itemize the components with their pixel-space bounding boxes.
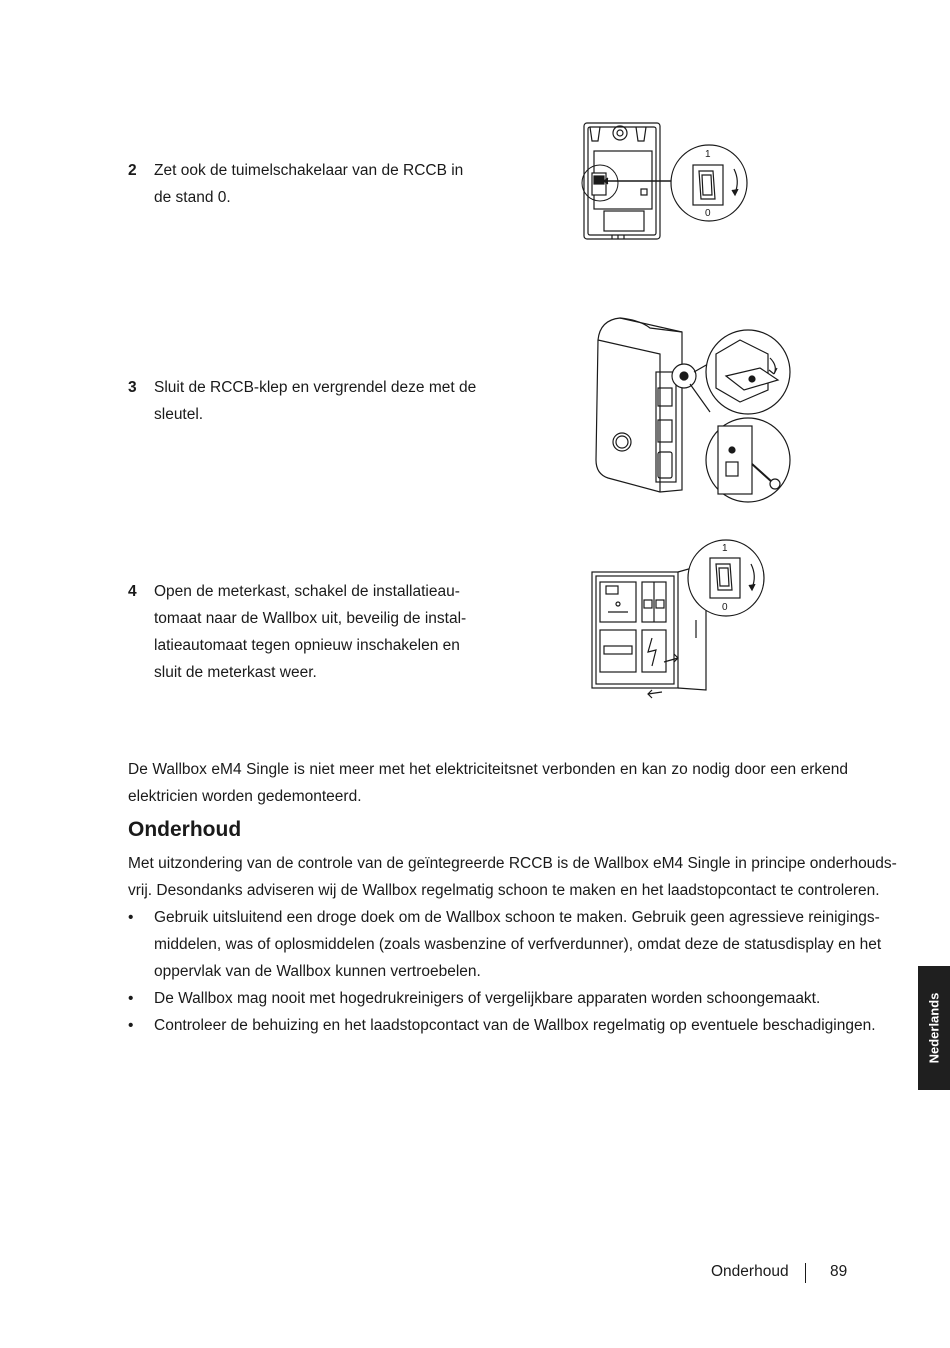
step-line: tomaat naar de Wallbox uit, beveilig de instal- [154, 610, 467, 627]
bullet-line: oppervlak van de Wallbox kunnen vertroebelen. [154, 963, 481, 980]
wallbox-lock-illustration [590, 314, 795, 504]
disconnect-paragraph [128, 756, 848, 810]
footer-section-title: Onderhoud [711, 1263, 789, 1280]
step-number: 2 [128, 162, 137, 179]
switch-on-label: 1 [705, 149, 711, 160]
step-number: 3 [128, 379, 137, 396]
step-text [154, 157, 474, 211]
rccb-switch-illustration [578, 115, 753, 245]
maintenance-paragraph [128, 850, 897, 904]
footer-divider [805, 1263, 806, 1283]
page-number: 89 [830, 1263, 848, 1280]
switch-off-label: 0 [705, 208, 711, 219]
bullet-marker: • [128, 990, 134, 1007]
paragraph-line: Met uitzondering van de controle van de geïntegreerde RCCB is de Wallbox eM4 Single in principe onderhouds- [128, 855, 897, 872]
step-text [154, 374, 477, 428]
step-line: Zet ook de tuimelschakelaar van de RCCB in [154, 162, 464, 179]
section-heading: Onderhoud [128, 818, 242, 841]
step-number: 4 [128, 583, 137, 600]
paragraph-line: De Wallbox eM4 Single is niet meer met het elektriciteitsnet verbonden en kan zo nodig door een erkend [128, 761, 848, 778]
paragraph-line: vrij. Desondanks adviseren wij de Wallbox regelmatig schoon te maken en het laadstopcontact te controleren. [128, 882, 880, 899]
maintenance-bullet-list [128, 904, 882, 1039]
bullet-line: Controleer de behuizing en het laadstopcontact van de Wallbox regelmatig op eventuele beschadigingen. [154, 1017, 876, 1034]
meter-cabinet-illustration [588, 534, 773, 704]
step-line: sluit de meterkast weer. [154, 664, 317, 681]
list-item [128, 904, 882, 985]
paragraph-line: elektricien worden gedemonteerd. [128, 788, 362, 805]
step-line: latieautomaat tegen opnieuw inschakelen en [154, 637, 460, 654]
bullet-line: Gebruik uitsluitend een droge doek om de Wallbox schoon te maken. Gebruik geen agressieve reinigings- [154, 909, 880, 926]
language-side-tab [918, 966, 950, 1090]
step-line: de stand 0. [154, 189, 231, 206]
list-item [128, 1012, 876, 1039]
step-text [154, 578, 474, 686]
step-line: Open de meterkast, schakel de installatieau- [154, 583, 460, 600]
bullet-line: middelen, was of oplosmiddelen (zoals wasbenzine of verfverdunner), omdat deze de statusdisplay en het [154, 936, 882, 953]
language-tab-label: Nederlands [926, 992, 942, 1064]
bullet-marker: • [128, 909, 134, 926]
bullet-line: De Wallbox mag nooit met hogedrukreinigers of vergelijkbare apparaten worden schoongemaakt. [154, 990, 821, 1007]
switch-on-label: 1 [722, 543, 728, 554]
step-line: sleutel. [154, 406, 204, 423]
step-line: Sluit de RCCB-klep en vergrendel deze met de [154, 379, 477, 396]
list-item [128, 985, 858, 1012]
switch-off-label: 0 [722, 602, 728, 613]
bullet-marker: • [128, 1017, 134, 1034]
